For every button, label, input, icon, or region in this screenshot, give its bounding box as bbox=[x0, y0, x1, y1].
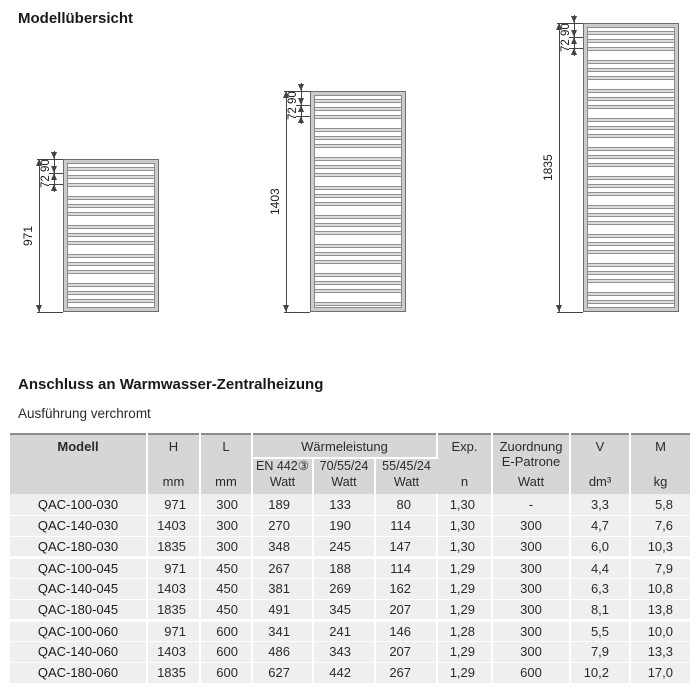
radiator-tube bbox=[588, 163, 674, 167]
radiator-tube bbox=[588, 242, 674, 246]
w5545-cell: 267 bbox=[375, 662, 437, 683]
radiator-tube bbox=[588, 147, 674, 151]
radiator-frame bbox=[310, 91, 406, 312]
dim-90-label: 90 bbox=[287, 91, 299, 105]
radiator-tube bbox=[588, 300, 674, 304]
en442-cell: 627 bbox=[252, 662, 313, 683]
radiator-tube bbox=[68, 204, 154, 208]
m-cell: 10,3 bbox=[630, 536, 690, 557]
zuordnung-cell: 300 bbox=[492, 536, 570, 557]
radiator-tube bbox=[588, 60, 674, 64]
radiator-tube bbox=[588, 263, 674, 267]
radiator-tubes bbox=[587, 27, 675, 308]
table-row bbox=[10, 662, 690, 683]
v-cell: 4,7 bbox=[570, 515, 630, 536]
radiator-tube bbox=[68, 283, 154, 287]
radiator-tube bbox=[315, 99, 401, 103]
h-cell: 1835 bbox=[147, 662, 200, 683]
zuordnung-cell: 300 bbox=[492, 557, 570, 578]
zuordnung-cell: 600 bbox=[492, 662, 570, 683]
radiator-tube bbox=[315, 128, 401, 132]
radiator-tube bbox=[588, 292, 674, 296]
h-cell: 1403 bbox=[147, 515, 200, 536]
h-cell: 971 bbox=[147, 620, 200, 641]
exp-cell: 1,30 bbox=[437, 515, 492, 536]
m-cell: 13,8 bbox=[630, 599, 690, 620]
dim-72-label: 72 bbox=[560, 39, 572, 52]
w5545-cell: 162 bbox=[375, 578, 437, 599]
w5545-cell: 207 bbox=[375, 599, 437, 620]
radiator-tube bbox=[588, 31, 674, 35]
col-header-zuordnung: Zuordnung E-Patrone Watt bbox=[492, 434, 570, 494]
w7055-cell: 345 bbox=[313, 599, 375, 620]
exp-cell: 1,28 bbox=[437, 620, 492, 641]
radiator-tube bbox=[68, 262, 154, 266]
radiator-tube bbox=[315, 157, 401, 161]
radiator-tube bbox=[588, 250, 674, 254]
spec-table bbox=[10, 433, 690, 684]
v-cell: 8,1 bbox=[570, 599, 630, 620]
l-cell: 600 bbox=[200, 662, 252, 683]
height-dim-label: 1403 bbox=[268, 188, 282, 215]
radiator-tube bbox=[315, 194, 401, 198]
radiator-tube bbox=[588, 192, 674, 196]
radiator-tube bbox=[315, 223, 401, 227]
dim-90-label: 90 bbox=[40, 159, 52, 173]
exp-cell: 1,29 bbox=[437, 578, 492, 599]
radiator-tube bbox=[315, 302, 401, 306]
radiator-tube bbox=[315, 115, 401, 119]
radiator-tube bbox=[315, 281, 401, 285]
radiator-tube bbox=[588, 205, 674, 209]
dim-arrow-icon bbox=[556, 305, 562, 312]
dim-90-label: 90 bbox=[560, 23, 572, 37]
v-cell: 4,4 bbox=[570, 557, 630, 578]
w7055-cell: 245 bbox=[313, 536, 375, 557]
l-cell: 450 bbox=[200, 557, 252, 578]
radiator-tube bbox=[315, 173, 401, 177]
en442-cell: 189 bbox=[252, 494, 313, 515]
radiator-tube bbox=[315, 107, 401, 111]
model-cell: QAC-180-030 bbox=[10, 536, 147, 557]
radiator-tube bbox=[315, 231, 401, 235]
radiator-tube bbox=[315, 215, 401, 219]
radiator-tube bbox=[68, 196, 154, 200]
col-header-5545: 55/45/24 Watt bbox=[375, 458, 437, 494]
l-cell: 600 bbox=[200, 620, 252, 641]
height-dim-label: 971 bbox=[21, 225, 35, 246]
h-cell: 971 bbox=[147, 557, 200, 578]
w5545-cell: 147 bbox=[375, 536, 437, 557]
zuordnung-cell: - bbox=[492, 494, 570, 515]
radiator-tube bbox=[588, 221, 674, 225]
col-header-modell: Modell bbox=[10, 434, 147, 494]
w5545-cell: 80 bbox=[375, 494, 437, 515]
radiator-tube bbox=[68, 241, 154, 245]
radiator-tube bbox=[588, 126, 674, 130]
zuordnung-cell: 300 bbox=[492, 599, 570, 620]
radiator-tubes bbox=[314, 95, 402, 308]
en442-cell: 270 bbox=[252, 515, 313, 536]
h-cell: 1403 bbox=[147, 641, 200, 662]
en442-cell: 491 bbox=[252, 599, 313, 620]
radiator-tube bbox=[315, 244, 401, 248]
radiator-frame bbox=[583, 23, 679, 312]
dim-72-label: 72 bbox=[287, 107, 299, 120]
model-cell: QAC-180-060 bbox=[10, 662, 147, 683]
w7055-cell: 343 bbox=[313, 641, 375, 662]
dim-extension-line bbox=[37, 312, 63, 313]
en442-cell: 341 bbox=[252, 620, 313, 641]
table-row bbox=[10, 578, 690, 599]
col-header-7055: 70/55/24 Watt bbox=[313, 458, 375, 494]
radiator-tube bbox=[588, 213, 674, 217]
table-row bbox=[10, 641, 690, 662]
model-overview-section bbox=[0, 0, 700, 340]
radiator-tube bbox=[588, 105, 674, 109]
dim-extension-line bbox=[284, 312, 310, 313]
radiator-tube bbox=[68, 299, 154, 303]
model-cell: QAC-180-045 bbox=[10, 599, 147, 620]
model-cell: QAC-140-030 bbox=[10, 515, 147, 536]
radiator-tube bbox=[315, 260, 401, 264]
h-cell: 1403 bbox=[147, 578, 200, 599]
v-cell: 6,0 bbox=[570, 536, 630, 557]
radiator-tube bbox=[315, 136, 401, 140]
radiator-tube bbox=[315, 144, 401, 148]
model-cell: QAC-100-030 bbox=[10, 494, 147, 515]
spec-table-body bbox=[10, 494, 690, 683]
dim-arrow-icon bbox=[36, 305, 42, 312]
w7055-cell: 269 bbox=[313, 578, 375, 599]
table-row bbox=[10, 515, 690, 536]
radiator-tube bbox=[315, 289, 401, 293]
radiator-tube bbox=[588, 68, 674, 72]
l-cell: 450 bbox=[200, 578, 252, 599]
radiator-tube bbox=[68, 225, 154, 229]
table-row bbox=[10, 557, 690, 578]
zuordnung-cell: 300 bbox=[492, 578, 570, 599]
model-cell: QAC-140-060 bbox=[10, 641, 147, 662]
w7055-cell: 133 bbox=[313, 494, 375, 515]
col-header-en442: EN 442③ Watt bbox=[252, 458, 313, 494]
table-row bbox=[10, 494, 690, 515]
radiator-tube bbox=[588, 134, 674, 138]
v-cell: 10,2 bbox=[570, 662, 630, 683]
l-cell: 300 bbox=[200, 515, 252, 536]
exp-cell: 1,29 bbox=[437, 599, 492, 620]
exp-cell: 1,29 bbox=[437, 641, 492, 662]
h-cell: 1835 bbox=[147, 536, 200, 557]
table-row bbox=[10, 620, 690, 641]
zuordnung-cell: 300 bbox=[492, 515, 570, 536]
m-cell: 7,9 bbox=[630, 557, 690, 578]
radiator-tube bbox=[588, 155, 674, 159]
l-cell: 300 bbox=[200, 494, 252, 515]
section-title-modelluebersicht: Modellübersicht bbox=[18, 10, 134, 27]
spec-table-header bbox=[10, 434, 690, 494]
radiator-tube bbox=[588, 39, 674, 43]
w5545-cell: 114 bbox=[375, 515, 437, 536]
height-dim-line bbox=[559, 23, 560, 312]
exp-cell: 1,29 bbox=[437, 662, 492, 683]
col-header-v: V dm³ bbox=[570, 434, 630, 494]
dim-72-label: 72 bbox=[40, 175, 52, 188]
w7055-cell: 241 bbox=[313, 620, 375, 641]
radiator-tube bbox=[68, 167, 154, 171]
radiator-tube bbox=[588, 279, 674, 283]
radiator-tube bbox=[588, 271, 674, 275]
col-header-exp: Exp. n bbox=[437, 434, 492, 494]
radiator-tube bbox=[68, 175, 154, 179]
w5545-cell: 146 bbox=[375, 620, 437, 641]
model-cell: QAC-140-045 bbox=[10, 578, 147, 599]
m-cell: 10,0 bbox=[630, 620, 690, 641]
en442-cell: 486 bbox=[252, 641, 313, 662]
w5545-cell: 207 bbox=[375, 641, 437, 662]
section-subtitle-ausfuehrung: Ausführung verchromt bbox=[18, 406, 151, 421]
l-cell: 600 bbox=[200, 641, 252, 662]
radiator-tube bbox=[68, 254, 154, 258]
radiator-tubes bbox=[67, 163, 155, 308]
model-cell: QAC-100-045 bbox=[10, 557, 147, 578]
radiator-tube bbox=[588, 89, 674, 93]
m-cell: 5,8 bbox=[630, 494, 690, 515]
h-cell: 971 bbox=[147, 494, 200, 515]
radiator-tube bbox=[588, 97, 674, 101]
radiator-tube bbox=[68, 233, 154, 237]
zuordnung-cell: 300 bbox=[492, 641, 570, 662]
radiator-tube bbox=[588, 76, 674, 80]
radiator-tube bbox=[588, 184, 674, 188]
exp-cell: 1,30 bbox=[437, 536, 492, 557]
radiator-tube bbox=[68, 183, 154, 187]
radiator-tube bbox=[315, 273, 401, 277]
col-header-l: L mm bbox=[200, 434, 252, 494]
radiator-tube bbox=[315, 165, 401, 169]
en442-cell: 348 bbox=[252, 536, 313, 557]
radiator-tube bbox=[588, 118, 674, 122]
height-dim-line bbox=[286, 91, 287, 312]
table-row bbox=[10, 536, 690, 557]
model-cell: QAC-100-060 bbox=[10, 620, 147, 641]
table-row bbox=[10, 599, 690, 620]
dim-arrow-icon bbox=[283, 305, 289, 312]
height-dim-label: 1835 bbox=[541, 154, 555, 181]
radiator-tube bbox=[68, 270, 154, 274]
w7055-cell: 188 bbox=[313, 557, 375, 578]
w7055-cell: 190 bbox=[313, 515, 375, 536]
dim-extension-line bbox=[557, 312, 583, 313]
v-cell: 3,3 bbox=[570, 494, 630, 515]
w7055-cell: 442 bbox=[313, 662, 375, 683]
m-cell: 13,3 bbox=[630, 641, 690, 662]
radiator-tube bbox=[315, 186, 401, 190]
en442-cell: 267 bbox=[252, 557, 313, 578]
m-cell: 7,6 bbox=[630, 515, 690, 536]
v-cell: 7,9 bbox=[570, 641, 630, 662]
exp-cell: 1,30 bbox=[437, 494, 492, 515]
radiator-tube bbox=[315, 202, 401, 206]
h-cell: 1835 bbox=[147, 599, 200, 620]
radiator-tube bbox=[588, 234, 674, 238]
radiator-tube bbox=[68, 212, 154, 216]
m-cell: 10,8 bbox=[630, 578, 690, 599]
l-cell: 450 bbox=[200, 599, 252, 620]
l-cell: 300 bbox=[200, 536, 252, 557]
en442-cell: 381 bbox=[252, 578, 313, 599]
radiator-frame bbox=[63, 159, 159, 312]
v-cell: 6,3 bbox=[570, 578, 630, 599]
section-title-anschluss: Anschluss an Warmwasser-Zentralheizung bbox=[18, 376, 324, 393]
radiator-tube bbox=[588, 47, 674, 51]
col-header-waermeleistung: Wärmeleistung bbox=[252, 434, 437, 458]
radiator-tube bbox=[588, 176, 674, 180]
m-cell: 17,0 bbox=[630, 662, 690, 683]
w5545-cell: 114 bbox=[375, 557, 437, 578]
col-header-m: M kg bbox=[630, 434, 690, 494]
col-header-h: H mm bbox=[147, 434, 200, 494]
zuordnung-cell: 300 bbox=[492, 620, 570, 641]
radiator-tube bbox=[68, 291, 154, 295]
radiator-tube bbox=[315, 252, 401, 256]
exp-cell: 1,29 bbox=[437, 557, 492, 578]
v-cell: 5,5 bbox=[570, 620, 630, 641]
